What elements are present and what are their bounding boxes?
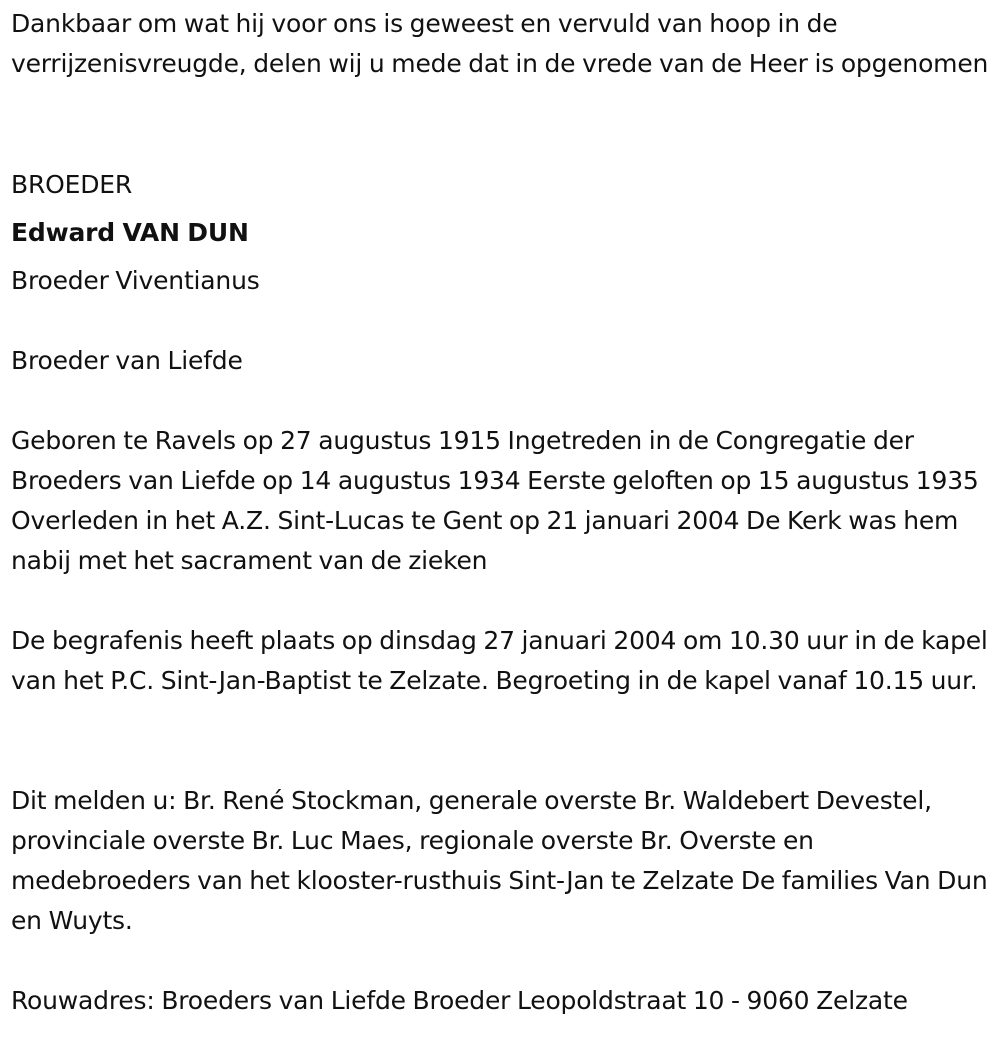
deceased-title: BROEDER (11, 170, 133, 199)
religious-name: Broeder Viventianus (11, 266, 260, 295)
deceased-name: Edward VAN DUN (11, 218, 249, 247)
religious-order: Broeder van Liefde (11, 346, 243, 375)
mourning-address: Rouwadres: Broeders van Liefde Broeder Leopoldstraat 10 - 9060 Zelzate (11, 986, 908, 1015)
intro-paragraph: Dankbaar om wat hij voor ons is geweest en vervuld van hoop in de verrijzenisvreugde, delen wij u mede dat in de vrede van de Heer is opgenomen (11, 9, 989, 78)
biography-paragraph: Geboren te Ravels op 27 augustus 1915 Ingetreden in de Congregatie der Broeders van Liefde op 14 augustus 1934 Eerste geloften op 15 augustus 1935 Overleden in het A.Z. Sint-Lucas te Gent op 21 januari 2004 De Kerk was hem nabij met het sacrament van de zieken (11, 426, 979, 575)
funeral-paragraph: De begrafenis heeft plaats op dinsdag 27 januari 2004 om 10.30 uur in de kapel van het P.C. Sint-Jan-Baptist te Zelzate. Begroeting in de kapel vanaf 10.15 uur. (11, 626, 988, 695)
announcers-paragraph: Dit melden u: Br. René Stockman, generale overste Br. Waldebert Devestel, provinciale overste Br. Luc Maes, regionale overste Br. Overste en medebroeders van het klooster-rusthuis Sint-Jan te Zelzate De families Van Dun en Wuyts. (11, 786, 988, 935)
